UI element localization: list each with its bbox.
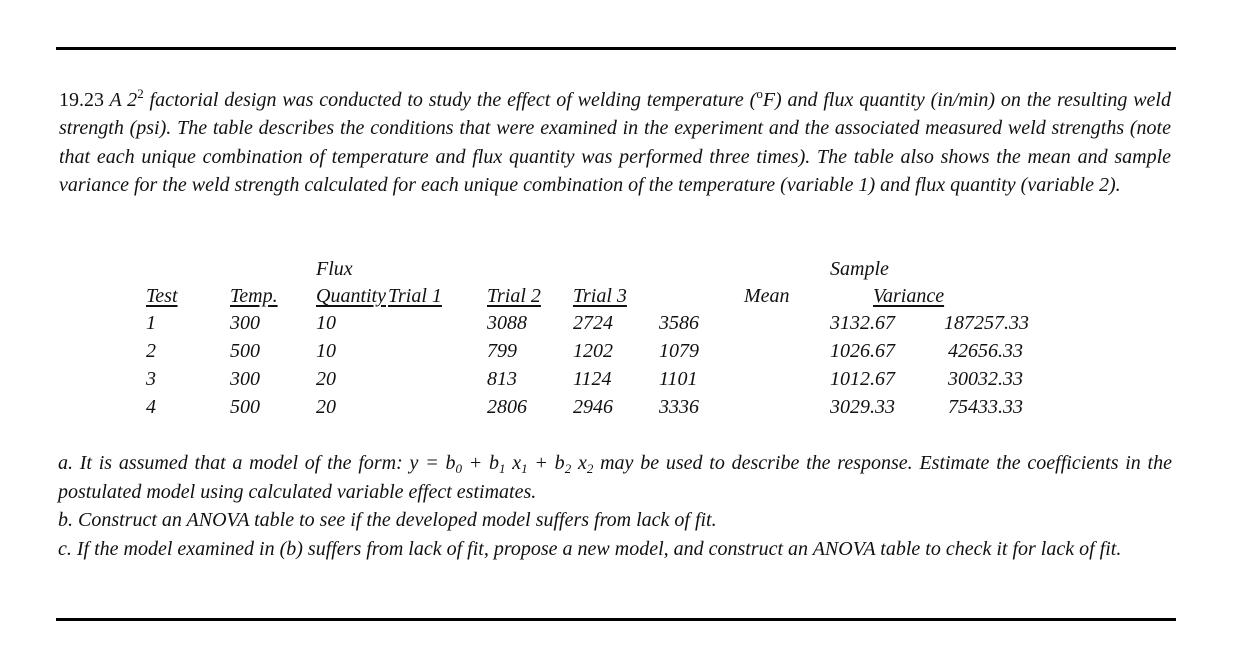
header-flux: Flux [316, 258, 353, 280]
row-1-trial-2: 3088 [487, 312, 527, 334]
row-4-mean: 3029.33 [830, 396, 895, 418]
formula-b0-sub: 0 [455, 461, 462, 476]
question-a-intro: a. It is assumed that a model of the form: [58, 452, 410, 474]
row-2-flux: 10 [316, 340, 336, 362]
row-3-temp: 300 [230, 368, 260, 390]
formula-plus-2: + b [527, 452, 565, 474]
row-3-extra: 1101 [659, 368, 698, 390]
formula-x1: x [505, 452, 522, 474]
row-1-variance: 187257.33 [944, 312, 1029, 334]
header-test: Test [146, 285, 178, 307]
degree-symbol: o [756, 86, 763, 101]
model-formula [410, 452, 594, 474]
header-trial-1: Trial 1 [388, 285, 442, 307]
row-4-trial-3: 2946 [573, 396, 613, 418]
header-trial-3: Trial 3 [573, 285, 627, 307]
row-1-trial-3: 2724 [573, 312, 613, 334]
formula-x1-sub: 1 [521, 461, 528, 476]
row-3-test: 3 [146, 368, 156, 390]
question-c: c. If the model examined in (b) suffers from lack of fit, propose a new model, and construct an ANOVA table to check it for lack of fit. [58, 537, 1122, 560]
row-1-temp: 300 [230, 312, 260, 334]
formula-x2-sub: 2 [586, 461, 594, 476]
question-a [58, 449, 1172, 506]
row-1-extra: 3586 [659, 312, 699, 334]
formula-y: y [409, 452, 419, 474]
header-quantity: Quantity [316, 285, 386, 307]
question-a-rest: may be used to describe the response. Estimate the coefficients in the postulated model using calculated variable effect estimates. [58, 452, 1172, 503]
row-1-test: 1 [146, 312, 156, 334]
problem-number: 19.23 [59, 89, 104, 111]
intro-text-2: F) and flux quantity (in/min) on the resulting weld strength (psi). The table describes the conditions that were examined in the experiment and the associated measured weld strengths (note that each unique combination of temperature and flux quantity was performed three times). The table also shows the mean and sample variance for the weld strength calculated for each unique combination of the temperature (variable 1) and flux quantity (variable 2). [59, 89, 1171, 196]
row-3-trial-2: 813 [487, 368, 517, 390]
top-rule [56, 47, 1176, 50]
row-3-mean: 1012.67 [830, 368, 895, 390]
row-4-variance: 75433.33 [948, 396, 1023, 418]
intro-prefix: A 2 [109, 89, 138, 111]
formula-eq: = b [418, 452, 456, 474]
row-1-flux: 10 [316, 312, 336, 334]
row-1-mean: 3132.67 [830, 312, 895, 334]
row-2-variance: 42656.33 [948, 340, 1023, 362]
header-variance: Variance [873, 285, 945, 307]
row-2-trial-3: 1202 [573, 340, 613, 362]
row-4-temp: 500 [230, 396, 260, 418]
formula-x2: x [571, 452, 587, 474]
header-mean: Mean [744, 285, 790, 307]
row-2-test: 2 [146, 340, 156, 362]
header-sample: Sample [830, 258, 889, 280]
row-4-extra: 3336 [659, 396, 699, 418]
row-4-flux: 20 [316, 396, 336, 418]
row-3-trial-3: 1124 [573, 368, 612, 390]
row-4-trial-2: 2806 [487, 396, 527, 418]
formula-plus-1: + b [461, 452, 499, 474]
questions [58, 449, 1172, 563]
row-2-mean: 1026.67 [830, 340, 895, 362]
row-4-test: 4 [146, 396, 156, 418]
row-3-variance: 30032.33 [948, 368, 1023, 390]
row-2-extra: 1079 [659, 340, 699, 362]
formula-b1-sub: 1 [499, 461, 506, 476]
header-trial-2: Trial 2 [487, 285, 541, 307]
row-2-trial-2: 799 [487, 340, 517, 362]
header-temp: Temp. [230, 285, 278, 307]
row-3-flux: 20 [316, 368, 336, 390]
intro-text: factorial design was conducted to study the effect of welding temperature ( [143, 89, 757, 111]
intro-exponent: 2 [137, 86, 144, 101]
row-2-temp: 500 [230, 340, 260, 362]
formula-b2-sub: 2 [564, 461, 572, 476]
question-b: b. Construct an ANOVA table to see if the developed model suffers from lack of fit. [58, 509, 717, 531]
problem-statement [59, 86, 1171, 199]
bottom-rule [56, 618, 1176, 621]
